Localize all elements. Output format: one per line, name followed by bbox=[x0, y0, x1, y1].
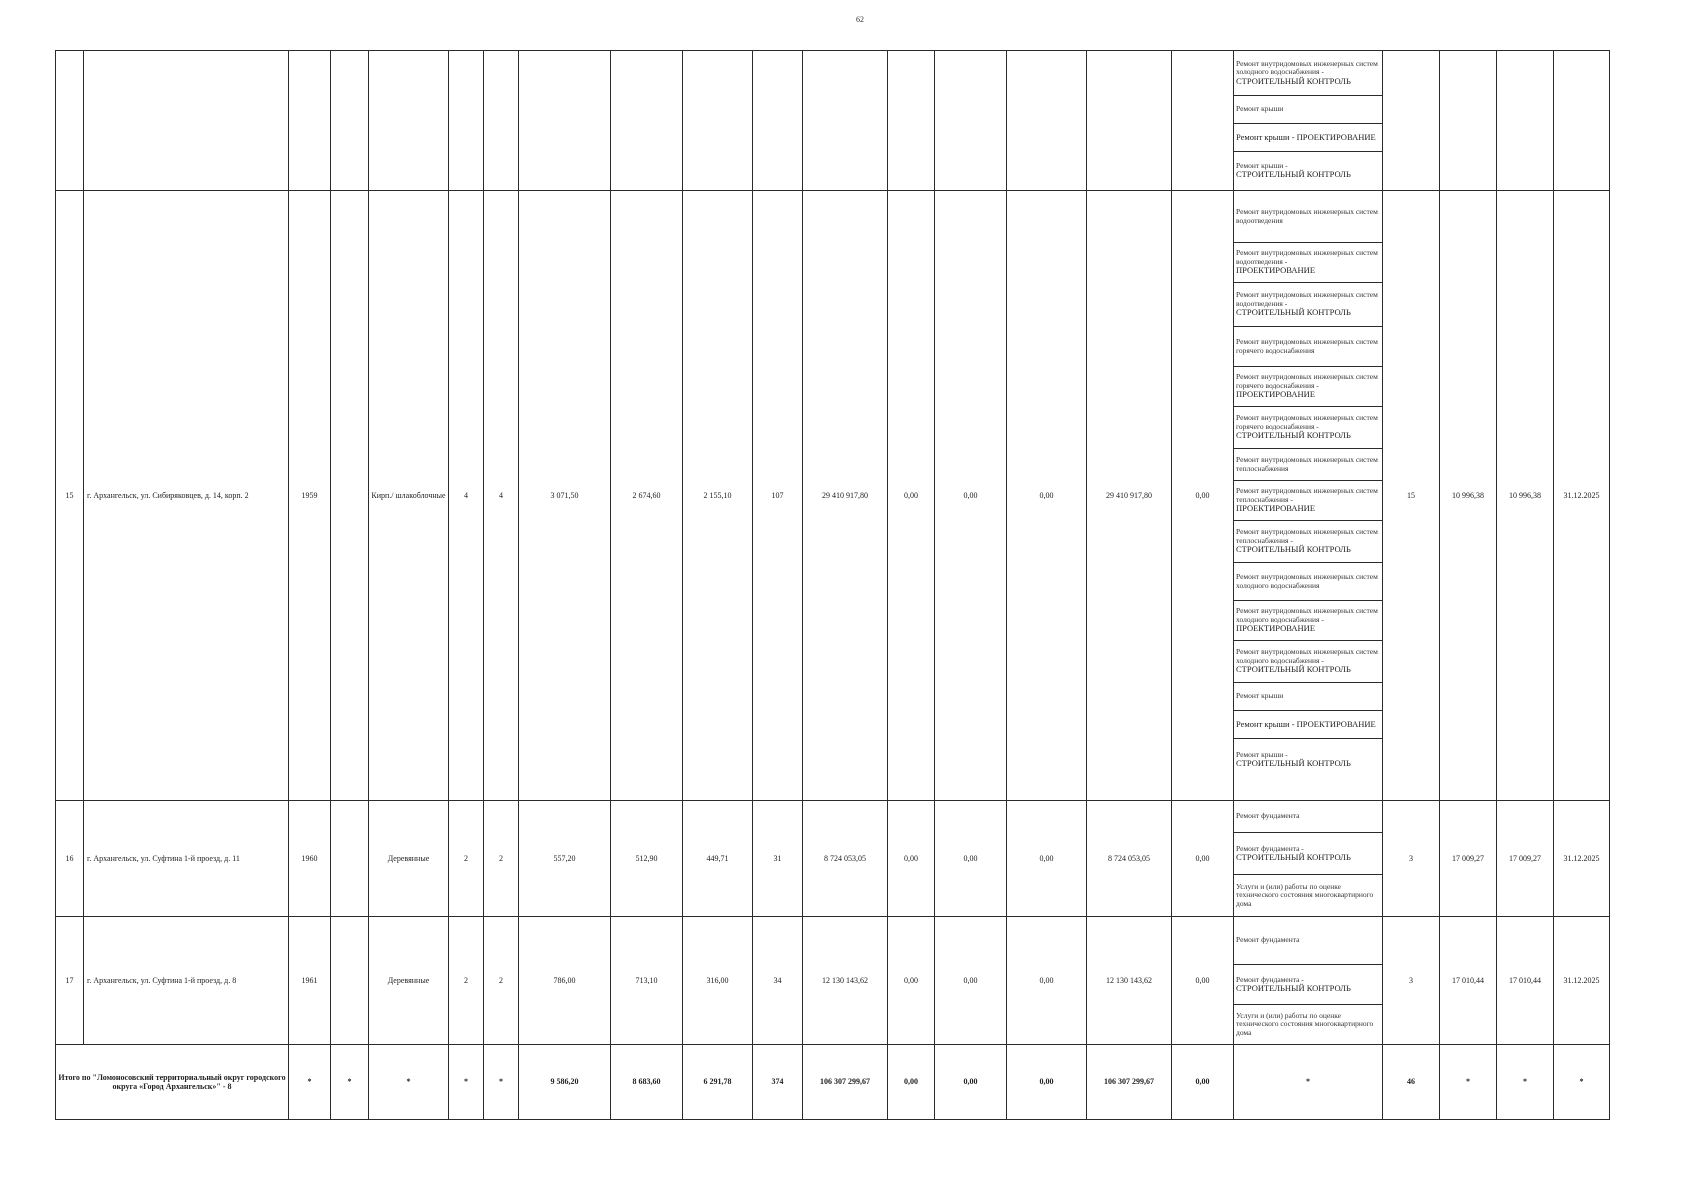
cell-fund4 bbox=[1087, 51, 1172, 191]
cell-cost-total: 12 130 143,62 bbox=[803, 917, 888, 1045]
work-item: Ремонт фундамента bbox=[1234, 801, 1382, 833]
cell-cost-total: 106 307 299,67 bbox=[803, 1045, 888, 1120]
cell-unit-cost-max: * bbox=[1497, 1045, 1554, 1120]
cell-col4 bbox=[331, 51, 369, 191]
cell-num: 17 bbox=[56, 917, 84, 1045]
cell-area-residents: 2 155,10 bbox=[683, 191, 753, 801]
cell-area-residents bbox=[683, 51, 753, 191]
cell-fund4: 29 410 917,80 bbox=[1087, 191, 1172, 801]
cell-fund2: 0,00 bbox=[935, 1045, 1007, 1120]
cell-area-total: 9 586,20 bbox=[519, 1045, 611, 1120]
cell-work-count: 3 bbox=[1383, 801, 1440, 917]
cell-address: г. Архангельск, ул. Суфтина 1-й проезд, д. 11 bbox=[84, 801, 289, 917]
cell-entrances: * bbox=[484, 1045, 519, 1120]
cell-works: * bbox=[1234, 1045, 1383, 1120]
work-item: Ремонт внутридомовых инженерных систем теплоснабжения - ПРОЕКТИРОВАНИЕ bbox=[1234, 481, 1382, 521]
cell-fund4: 106 307 299,67 bbox=[1087, 1045, 1172, 1120]
cell-entrances: 2 bbox=[484, 917, 519, 1045]
work-item: Ремонт внутридомовых инженерных систем холодного водоснабжения - СТРОИТЕЛЬНЫЙ КОНТРОЛЬ bbox=[1234, 51, 1382, 96]
work-item: Ремонт внутридомовых инженерных систем водоотведения - СТРОИТЕЛЬНЫЙ КОНТРОЛЬ bbox=[1234, 283, 1382, 327]
cell-fund1: 0,00 bbox=[888, 1045, 935, 1120]
cell-address: г. Архангельск, ул. Суфтина 1-й проезд, д. 8 bbox=[84, 917, 289, 1045]
work-item: Ремонт внутридомовых инженерных систем холодного водоснабжения - СТРОИТЕЛЬНЫЙ КОНТРОЛЬ bbox=[1234, 641, 1382, 683]
cell-fund3: 0,00 bbox=[1007, 917, 1087, 1045]
cell-entrances bbox=[484, 51, 519, 191]
cell-entrances: 4 bbox=[484, 191, 519, 801]
cell-floors: 4 bbox=[449, 191, 484, 801]
cell-area-living: 512,90 bbox=[611, 801, 683, 917]
cell-residents bbox=[753, 51, 803, 191]
cell-fund5: 0,00 bbox=[1172, 191, 1234, 801]
cell-unit-cost: * bbox=[1440, 1045, 1497, 1120]
page-number: 62 bbox=[856, 15, 864, 24]
cell-material: Кирп./ шлакоблочные bbox=[369, 191, 449, 801]
cell-floors: 2 bbox=[449, 917, 484, 1045]
cell-residents: 31 bbox=[753, 801, 803, 917]
work-item: Ремонт внутридомовых инженерных систем горячего водоснабжения bbox=[1234, 327, 1382, 367]
work-item: Ремонт внутридомовых инженерных систем водоотведения bbox=[1234, 191, 1382, 243]
cell-cost-total: 29 410 917,80 bbox=[803, 191, 888, 801]
cell-num: 16 bbox=[56, 801, 84, 917]
cell-deadline: 31.12.2025 bbox=[1554, 801, 1610, 917]
cell-fund3: 0,00 bbox=[1007, 191, 1087, 801]
work-item: Ремонт внутридомовых инженерных систем холодного водоснабжения bbox=[1234, 563, 1382, 601]
cell-fund3: 0,00 bbox=[1007, 801, 1087, 917]
work-item: Ремонт внутридомовых инженерных систем водоотведения - ПРОЕКТИРОВАНИЕ bbox=[1234, 243, 1382, 283]
cell-fund3: 0,00 bbox=[1007, 1045, 1087, 1120]
cell-fund1 bbox=[888, 51, 935, 191]
cell-year: 1960 bbox=[289, 801, 331, 917]
cell-residents: 107 bbox=[753, 191, 803, 801]
cell-fund5 bbox=[1172, 51, 1234, 191]
work-item: Ремонт крыши - СТРОИТЕЛЬНЫЙ КОНТРОЛЬ bbox=[1236, 161, 1351, 180]
cell-fund2: 0,00 bbox=[935, 191, 1007, 801]
cell-work-count: 46 bbox=[1383, 1045, 1440, 1120]
repair-register-table bbox=[55, 50, 1610, 1120]
cell-work-count bbox=[1383, 51, 1440, 191]
cell-fund5: 0,00 bbox=[1172, 801, 1234, 917]
cell-fund4: 12 130 143,62 bbox=[1087, 917, 1172, 1045]
cell-area-residents: 316,00 bbox=[683, 917, 753, 1045]
work-item: Ремонт крыши - ПРОЕКТИРОВАНИЕ bbox=[1234, 711, 1382, 739]
cell-area-total: 557,20 bbox=[519, 801, 611, 917]
cell-material: Деревянные bbox=[369, 801, 449, 917]
cell-col4 bbox=[331, 801, 369, 917]
cell-floors bbox=[449, 51, 484, 191]
cell-fund5: 0,00 bbox=[1172, 917, 1234, 1045]
cell-col4: * bbox=[331, 1045, 369, 1120]
work-list bbox=[1234, 191, 1383, 801]
cell-material bbox=[369, 51, 449, 191]
cell-fund2: 0,00 bbox=[935, 917, 1007, 1045]
cell-area-total: 786,00 bbox=[519, 917, 611, 1045]
cell-col4 bbox=[331, 191, 369, 801]
cell-fund1: 0,00 bbox=[888, 801, 935, 917]
work-item: Ремонт крыши - ПРОЕКТИРОВАНИЕ bbox=[1234, 124, 1382, 152]
work-item: Ремонт фундамента - СТРОИТЕЛЬНЫЙ КОНТРОЛЬ bbox=[1234, 833, 1382, 875]
cell-area-living: 713,10 bbox=[611, 917, 683, 1045]
cell-area-total: 3 071,50 bbox=[519, 191, 611, 801]
cell-num: 15 bbox=[56, 191, 84, 801]
cell-unit-cost: 10 996,38 bbox=[1440, 191, 1497, 801]
cell-area-residents: 449,71 bbox=[683, 801, 753, 917]
cell-deadline: * bbox=[1554, 1045, 1610, 1120]
cell-unit-cost-max: 17 009,27 bbox=[1497, 801, 1554, 917]
cell-residents: 374 bbox=[753, 1045, 803, 1120]
work-item: Ремонт фундамента bbox=[1234, 917, 1382, 965]
cell-unit-cost: 17 009,27 bbox=[1440, 801, 1497, 917]
cell-col4 bbox=[331, 917, 369, 1045]
work-item: Ремонт внутридомовых инженерных систем теплоснабжения - СТРОИТЕЛЬНЫЙ КОНТРОЛЬ bbox=[1234, 521, 1382, 563]
cell-fund2 bbox=[935, 51, 1007, 191]
table-row-total bbox=[56, 1045, 1610, 1120]
cell-year: * bbox=[289, 1045, 331, 1120]
cell-fund5: 0,00 bbox=[1172, 1045, 1234, 1120]
table-row bbox=[56, 801, 1610, 917]
cell-area-living bbox=[611, 51, 683, 191]
work-item: Услуги и (или) работы по оценке технического состояния многоквартирного дома bbox=[1236, 881, 1374, 908]
cell-cost-total: 8 724 053,05 bbox=[803, 801, 888, 917]
cell-area-living: 8 683,60 bbox=[611, 1045, 683, 1120]
cell-unit-cost: 17 010,44 bbox=[1440, 917, 1497, 1045]
cell-year bbox=[289, 51, 331, 191]
cell-area-total bbox=[519, 51, 611, 191]
cell-fund3 bbox=[1007, 51, 1087, 191]
work-item: Ремонт крыши bbox=[1234, 683, 1382, 711]
cell-unit-cost-max bbox=[1497, 51, 1554, 191]
work-item: Услуги и (или) работы по оценке технического состояния многоквартирного дома bbox=[1236, 1010, 1374, 1037]
cell-num bbox=[56, 51, 84, 191]
cell-work-count: 15 bbox=[1383, 191, 1440, 801]
cell-area-living: 2 674,60 bbox=[611, 191, 683, 801]
cell-fund4: 8 724 053,05 bbox=[1087, 801, 1172, 917]
cell-unit-cost bbox=[1440, 51, 1497, 191]
cell-fund2: 0,00 bbox=[935, 801, 1007, 917]
cell-floors: 2 bbox=[449, 801, 484, 917]
cell-deadline bbox=[1554, 51, 1610, 191]
work-item: Ремонт фундамента - СТРОИТЕЛЬНЫЙ КОНТРОЛЬ bbox=[1234, 965, 1382, 1005]
cell-unit-cost-max: 10 996,38 bbox=[1497, 191, 1554, 801]
cell-year: 1961 bbox=[289, 917, 331, 1045]
cell-residents: 34 bbox=[753, 917, 803, 1045]
work-list bbox=[1234, 51, 1383, 191]
work-item: Ремонт крыши - СТРОИТЕЛЬНЫЙ КОНТРОЛЬ bbox=[1236, 750, 1351, 769]
cell-address bbox=[84, 51, 289, 191]
cell-floors: * bbox=[449, 1045, 484, 1120]
cell-material: * bbox=[369, 1045, 449, 1120]
cell-material: Деревянные bbox=[369, 917, 449, 1045]
table-row bbox=[56, 191, 1610, 801]
total-label: Итого по "Ломоносовский территориальный округ городского округа «Город Архангельск»" - 8 bbox=[56, 1045, 289, 1120]
work-list bbox=[1234, 801, 1383, 917]
cell-fund1: 0,00 bbox=[888, 191, 935, 801]
cell-deadline: 31.12.2025 bbox=[1554, 917, 1610, 1045]
cell-unit-cost-max: 17 010,44 bbox=[1497, 917, 1554, 1045]
cell-area-residents: 6 291,78 bbox=[683, 1045, 753, 1120]
table-row-continuation bbox=[56, 51, 1610, 191]
work-list bbox=[1234, 917, 1383, 1045]
work-item: Ремонт внутридомовых инженерных систем теплоснабжения bbox=[1234, 449, 1382, 481]
work-item: Ремонт крыши bbox=[1234, 96, 1382, 124]
cell-address: г. Архангельск, ул. Сибиряковцев, д. 14, корп. 2 bbox=[84, 191, 289, 801]
cell-year: 1959 bbox=[289, 191, 331, 801]
cell-fund1: 0,00 bbox=[888, 917, 935, 1045]
work-item: Ремонт внутридомовых инженерных систем горячего водоснабжения - СТРОИТЕЛЬНЫЙ КОНТРОЛЬ bbox=[1234, 407, 1382, 449]
cell-cost-total bbox=[803, 51, 888, 191]
work-item: Ремонт внутридомовых инженерных систем холодного водоснабжения - ПРОЕКТИРОВАНИЕ bbox=[1234, 601, 1382, 641]
cell-deadline: 31.12.2025 bbox=[1554, 191, 1610, 801]
cell-entrances: 2 bbox=[484, 801, 519, 917]
table-row bbox=[56, 917, 1610, 1045]
cell-work-count: 3 bbox=[1383, 917, 1440, 1045]
work-item: Ремонт внутридомовых инженерных систем горячего водоснабжения - ПРОЕКТИРОВАНИЕ bbox=[1234, 367, 1382, 407]
